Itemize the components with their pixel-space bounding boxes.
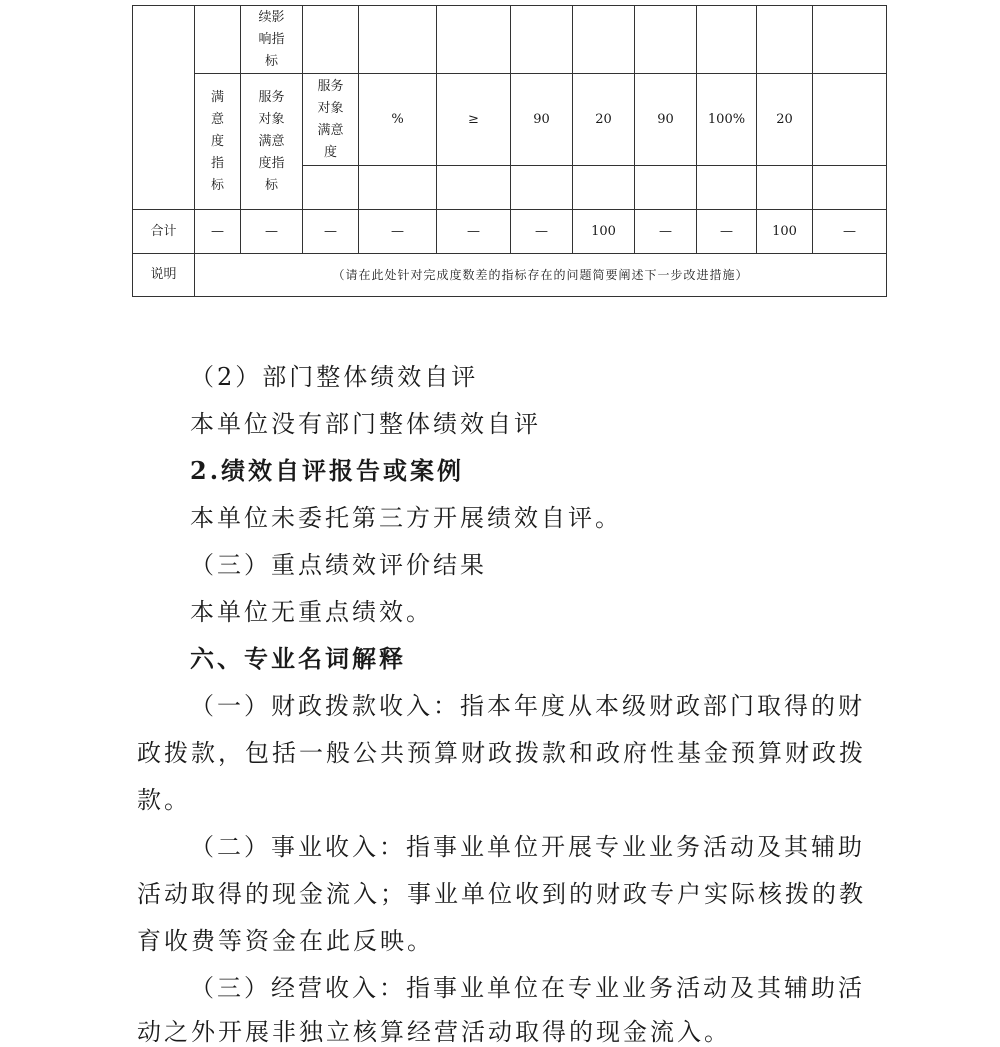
table-cell [697,166,757,210]
note-label: 说明 [133,254,195,297]
indicator-level3: 服务对象满意度指标 [258,89,285,193]
table-cell-level2 [195,74,241,210]
table-cell [813,6,887,74]
table-cell: — [813,210,887,254]
glossary-item-2-line3: 育收费等资金在此反映。 [137,927,434,955]
table-cell-operator: ≥ [437,74,511,166]
table-cell [511,6,573,74]
paragraph-key-results: 本单位无重点绩效。 [190,598,433,626]
paragraph-report: 本单位未委托第三方开展绩效自评。 [190,504,622,532]
table-cell [511,166,573,210]
table-cell: — [241,210,303,254]
glossary-item-2-line2: 活动取得的现金流入；事业单位收到的财政专户实际核拨的教 [137,880,866,908]
table-cell [303,166,359,210]
total-score: 100 [757,210,813,254]
table-cell-level3 [241,6,303,74]
table-cell-unit: % [359,74,437,166]
table-row-note [133,254,887,297]
table-row [133,6,887,74]
glossary-item-3-line1: （三）经营收入：指事业单位在专业业务活动及其辅助活 [190,974,865,1002]
table-cell-weight: 20 [573,74,635,166]
table-cell-actual: 90 [635,74,697,166]
section-heading-dept-self-eval: （2）部门整体绩效自评 [190,363,479,391]
table-cell [359,6,437,74]
table-cell: — [635,210,697,254]
table-cell [573,166,635,210]
table-cell: — [437,210,511,254]
glossary-item-1-line1: （一）财政拨款收入：指本年度从本级财政部门取得的财 [190,692,865,720]
table-cell [635,6,697,74]
table-cell: — [195,210,241,254]
glossary-item-3-line2: 动之外开展非独立核算经营活动取得的现金流入。 [137,1018,731,1046]
glossary-item-1-line3: 款。 [137,786,191,814]
table-row-total [133,210,887,254]
section-heading-glossary: 六、专业名词解释 [190,644,406,673]
table-cell-level4 [303,74,359,166]
table-cell: — [511,210,573,254]
table-cell [813,74,887,166]
table-cell [359,166,437,210]
table-cell [437,6,511,74]
table-cell [635,166,697,210]
section-heading-report: 2.绩效自评报告或案例 [190,456,465,485]
indicator-level4: 服务对象满意度 [317,78,344,160]
table-row [133,74,887,166]
table-cell [697,6,757,74]
table-cell [437,166,511,210]
glossary-item-1-line2: 政拨款，包括一般公共预算财政拨款和政府性基金预算财政拨 [137,739,866,767]
table-cell [813,166,887,210]
table-cell-target: 90 [511,74,573,166]
table-cell-level1 [133,6,195,210]
table-cell-rate: 100% [697,74,757,166]
table-cell-level2 [195,6,241,74]
table-cell [757,6,813,74]
performance-table [132,5,887,297]
table-cell [757,166,813,210]
table-cell: — [697,210,757,254]
paragraph-dept-self-eval: 本单位没有部门整体绩效自评 [190,410,541,438]
note-text: （请在此处针对完成度数差的指标存在的问题简要阐述下一步改进措施） [195,254,887,297]
table-cell [573,6,635,74]
table-cell-level3 [241,74,303,210]
table-cell [303,6,359,74]
total-weight: 100 [573,210,635,254]
table-cell: — [303,210,359,254]
total-label: 合计 [133,210,195,254]
indicator-level2: 满意度指标 [210,89,224,193]
table-cell: — [359,210,437,254]
table-cell-score: 20 [757,74,813,166]
indicator-name: 续影响指标 [258,9,285,69]
glossary-item-2-line1: （二）事业收入：指事业单位开展专业业务活动及其辅助 [190,833,865,861]
section-heading-key-results: （三）重点绩效评价结果 [190,551,487,579]
